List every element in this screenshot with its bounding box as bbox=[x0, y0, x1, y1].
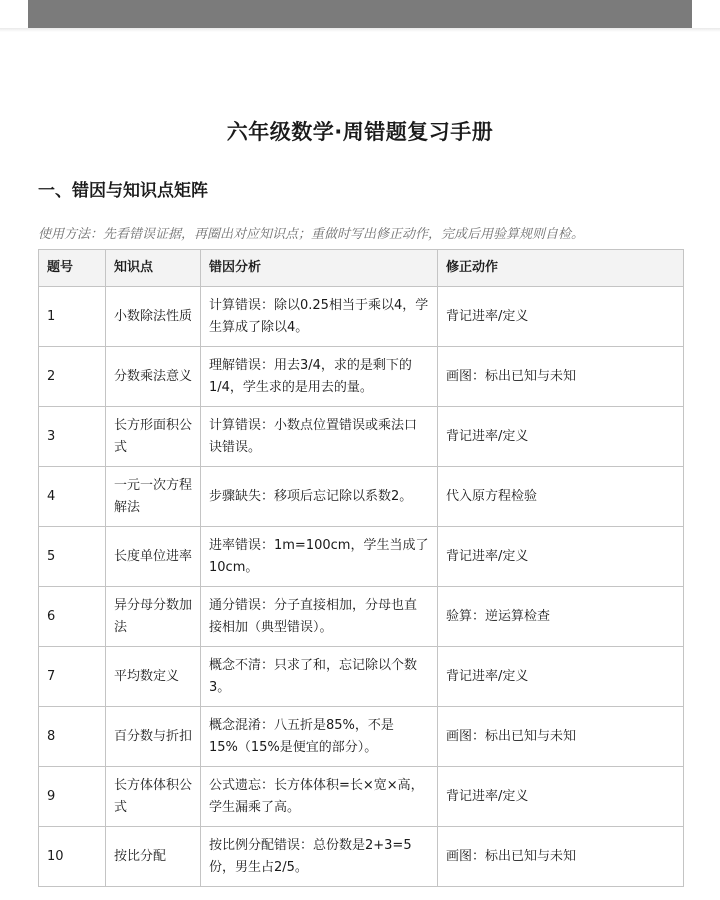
cell-fix-action: 背记进率/定义 bbox=[438, 287, 684, 347]
cell-fix-action: 画图：标出已知与未知 bbox=[438, 347, 684, 407]
cell-fix-action: 背记进率/定义 bbox=[438, 407, 684, 467]
cell-question-no: 6 bbox=[39, 587, 106, 647]
viewer-top-bar bbox=[28, 0, 692, 28]
cell-fix-action: 背记进率/定义 bbox=[438, 527, 684, 587]
cell-fix-action: 验算：逆运算检查 bbox=[438, 587, 684, 647]
cell-error-analysis: 计算错误：除以0.25相当于乘以4，学生算成了除以4。 bbox=[201, 287, 438, 347]
cell-fix-action: 画图：标出已知与未知 bbox=[438, 827, 684, 887]
cell-knowledge-point: 长度单位进率 bbox=[106, 527, 201, 587]
cell-question-no: 4 bbox=[39, 467, 106, 527]
table-row bbox=[39, 827, 684, 887]
cell-question-no: 1 bbox=[39, 287, 106, 347]
table-header-row bbox=[39, 250, 684, 287]
cell-fix-action: 背记进率/定义 bbox=[438, 767, 684, 827]
table-row bbox=[39, 767, 684, 827]
header-error-analysis: 错因分析 bbox=[201, 250, 438, 287]
error-matrix-table bbox=[38, 249, 684, 887]
header-question-no: 题号 bbox=[39, 250, 106, 287]
cell-knowledge-point: 百分数与折扣 bbox=[106, 707, 201, 767]
cell-question-no: 2 bbox=[39, 347, 106, 407]
cell-error-analysis: 概念混淆：八五折是85%，不是15%（15%是便宜的部分）。 bbox=[201, 707, 438, 767]
cell-error-analysis: 计算错误：小数点位置错误或乘法口诀错误。 bbox=[201, 407, 438, 467]
cell-question-no: 9 bbox=[39, 767, 106, 827]
cell-error-analysis: 按比例分配错误：总份数是2+3=5份，男生占2/5。 bbox=[201, 827, 438, 887]
cell-fix-action: 背记进率/定义 bbox=[438, 647, 684, 707]
header-knowledge-point: 知识点 bbox=[106, 250, 201, 287]
cell-knowledge-point: 一元一次方程解法 bbox=[106, 467, 201, 527]
cell-fix-action: 代入原方程检验 bbox=[438, 467, 684, 527]
cell-knowledge-point: 长方形面积公式 bbox=[106, 407, 201, 467]
cell-knowledge-point: 小数除法性质 bbox=[106, 287, 201, 347]
cell-knowledge-point: 平均数定义 bbox=[106, 647, 201, 707]
cell-error-analysis: 理解错误：用去3/4，求的是剩下的1/4，学生求的是用去的量。 bbox=[201, 347, 438, 407]
cell-question-no: 3 bbox=[39, 407, 106, 467]
page-title: 六年级数学·周错题复习手册 bbox=[226, 120, 494, 144]
table-row bbox=[39, 407, 684, 467]
cell-knowledge-point: 按比分配 bbox=[106, 827, 201, 887]
table-row bbox=[39, 587, 684, 647]
table-row bbox=[39, 287, 684, 347]
cell-error-analysis: 通分错误：分子直接相加，分母也直接相加（典型错误）。 bbox=[201, 587, 438, 647]
usage-note: 使用方法：先看错误证据，再圈出对应知识点；重做时写出修正动作，完成后用验算规则自检。 bbox=[38, 227, 585, 242]
cell-knowledge-point: 分数乘法意义 bbox=[106, 347, 201, 407]
cell-question-no: 8 bbox=[39, 707, 106, 767]
cell-knowledge-point: 长方体体积公式 bbox=[106, 767, 201, 827]
header-fix-action: 修正动作 bbox=[438, 250, 684, 287]
cell-knowledge-point: 异分母分数加法 bbox=[106, 587, 201, 647]
cell-question-no: 7 bbox=[39, 647, 106, 707]
table-row bbox=[39, 467, 684, 527]
cell-question-no: 5 bbox=[39, 527, 106, 587]
cell-error-analysis: 进率错误：1m=100cm，学生当成了10cm。 bbox=[201, 527, 438, 587]
table-row bbox=[39, 647, 684, 707]
table-row bbox=[39, 527, 684, 587]
cell-error-analysis: 步骤缺失：移项后忘记除以系数2。 bbox=[201, 467, 438, 527]
cell-error-analysis: 概念不清：只求了和，忘记除以个数3。 bbox=[201, 647, 438, 707]
table-row bbox=[39, 347, 684, 407]
cell-question-no: 10 bbox=[39, 827, 106, 887]
cell-error-analysis: 公式遗忘：长方体体积=长×宽×高，学生漏乘了高。 bbox=[201, 767, 438, 827]
top-bar-shadow bbox=[0, 28, 720, 32]
cell-fix-action: 画图：标出已知与未知 bbox=[438, 707, 684, 767]
table-row bbox=[39, 707, 684, 767]
section-heading: 一、错因与知识点矩阵 bbox=[38, 181, 208, 201]
